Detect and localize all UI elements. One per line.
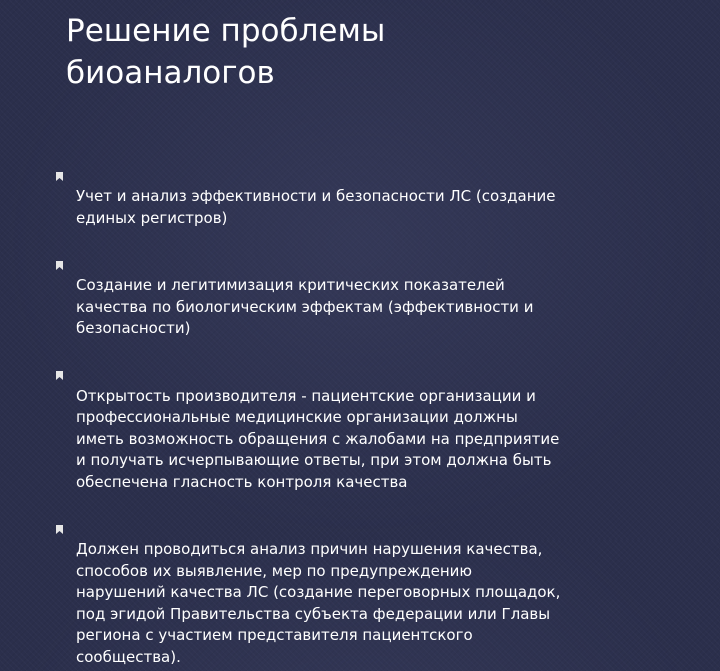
bullet-item xyxy=(52,343,692,494)
ribbon-bullet-icon xyxy=(55,503,64,512)
ribbon-bullet-icon xyxy=(55,350,64,359)
bullet-item xyxy=(52,232,692,340)
bullet-text: Учет и анализ эффективности и безопасности ЛС (создание единых регистров) xyxy=(76,187,556,227)
slide-title: Решение проблемы биоаналогов xyxy=(66,13,386,91)
ribbon-bullet-icon xyxy=(55,239,64,248)
bullet-item xyxy=(52,143,692,229)
bullet-text: Должен проводиться анализ причин нарушения качества, способов их выявление, мер по предупреждению нарушений качества ЛС (создание переговорных площадок, под эгидой Правительства субъекта федерации или Главы региона с участием представителя пациентского сообщества). xyxy=(76,540,561,666)
bullet-list xyxy=(52,143,692,671)
ribbon-bullet-icon xyxy=(55,150,64,159)
bullet-text: Открытость производителя - пациентские организации и профессиональные медицинские организации должны иметь возможность обращения с жалобами на предприятие и получать исчерпывающие ответы, при этом должна быть обеспечена гласность контроля качества xyxy=(76,386,560,491)
bullet-item xyxy=(52,496,692,668)
bullet-text: Создание и легитимизация критических показателей качества по биологическим эффектам (эффективности и безопасности) xyxy=(76,276,534,337)
